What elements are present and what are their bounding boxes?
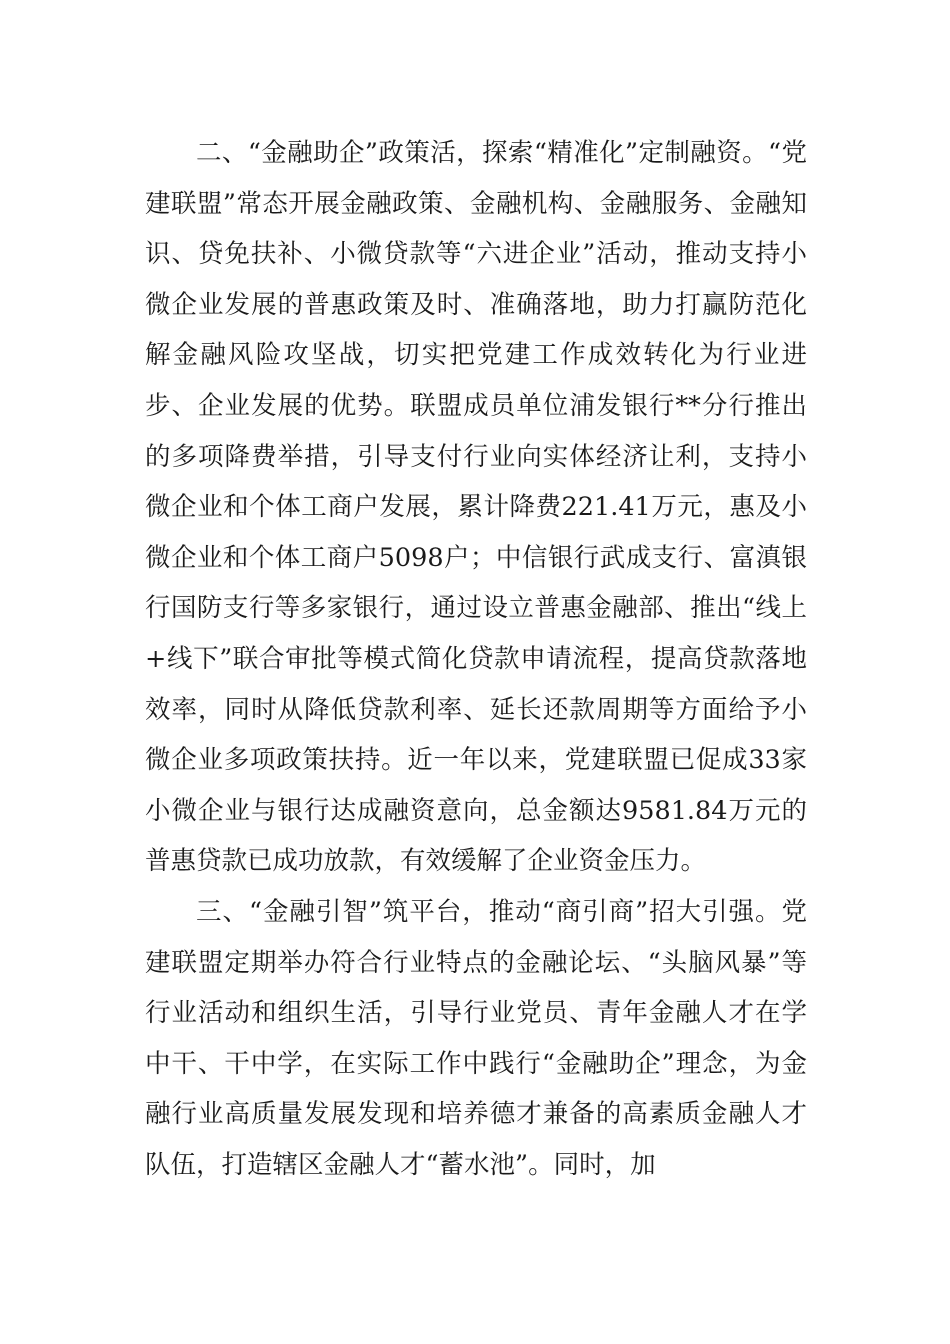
paragraph-financial-support-policy: 二、“金融助企”政策活，探索“精准化”定制融资。“党建联盟”常态开展金融政策、金融机构、金融服务、金融知识、贷免扶补、小微贷款等“六进企业”活动，推动支持小微企业发展的普惠政策及时、准确落地，助力打赢防范化解金融风险攻坚战，切实把党建工作成效转化为行业进步、企业发展的优势。联盟成员单位浦发银行**分行推出的多项降费举措，引导支付行业向实体经济让利，支持小微企业和个体工商户发展，累计降费221.41万元，惠及小微企业和个体工商户5098户；中信银行武成支行、富滇银行国防支行等多家银行，通过设立普惠金融部、推出“线上+线下”联合审批等模式简化贷款申请流程，提高贷款落地效率，同时从降低贷款利率、延长还款周期等方面给予小微企业多项政策扶持。近一年以来，党建联盟已促成33家小微企业与银行达成融资意向，总金额达9581.84万元的普惠贷款已成功放款，有效缓解了企业资金压力。 xyxy=(145,138,807,877)
document-body xyxy=(145,128,807,1190)
paragraph-financial-talent-platform: 三、“金融引智”筑平台，推动“商引商”招大引强。党建联盟定期举办符合行业特点的金融论坛、“头脑风暴”等行业活动和组织生活，引导行业党员、青年金融人才在学中干、干中学，在实际工作中践行“金融助企”理念，为金融行业高质量发展发现和培养德才兼备的高素质金融人才队伍，打造辖区金融人才“蓄水池”。同时，加 xyxy=(145,896,807,1180)
